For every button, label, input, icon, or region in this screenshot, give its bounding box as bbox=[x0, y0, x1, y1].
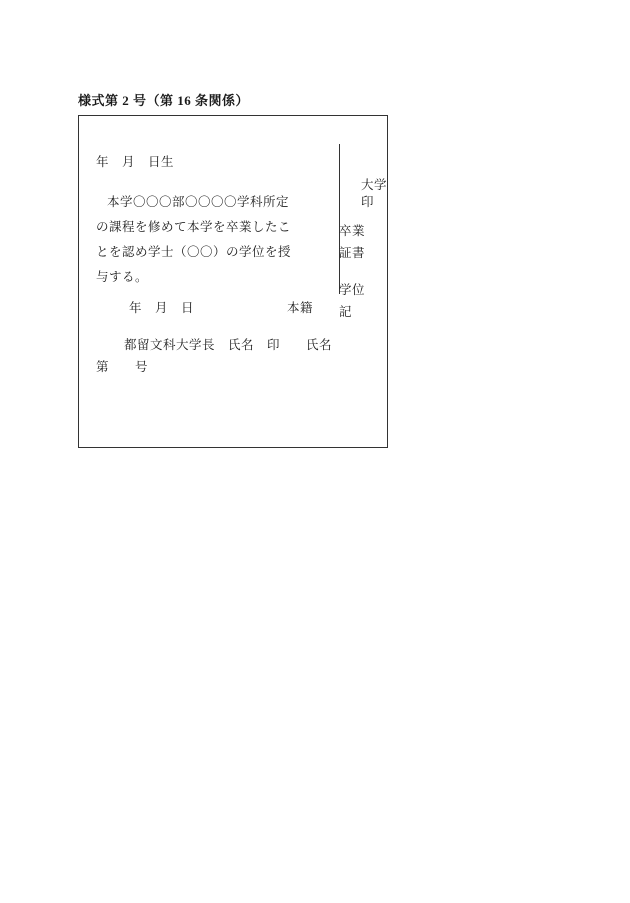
certificate-inner bbox=[96, 122, 388, 422]
side-label-ki: 記 bbox=[339, 305, 353, 319]
side-label-sotsugyo: 卒業 bbox=[339, 224, 366, 238]
body-line-2: の課程を修めて本学を卒業したこ bbox=[96, 220, 292, 234]
certificate-box bbox=[78, 115, 388, 448]
form-heading: 様式第 2 号（第 16 条関係） bbox=[78, 93, 250, 108]
president-signature-line: 都留文科大学長 氏名 印 氏名 bbox=[124, 338, 333, 352]
body-line-3: とを認め学士（〇〇）の学位を授 bbox=[96, 245, 292, 259]
body-line-1: 本学〇〇〇部〇〇〇〇学科所定 bbox=[107, 195, 290, 209]
honseki-label: 本籍 bbox=[287, 301, 314, 315]
side-label-shosho: 証書 bbox=[339, 246, 366, 260]
issue-date-line: 年 月 日 bbox=[129, 301, 195, 315]
birth-date-line: 年 月 日生 bbox=[96, 155, 175, 169]
side-label-in: 印 bbox=[361, 195, 375, 209]
vertical-divider bbox=[339, 144, 340, 294]
certificate-number-line: 第 号 bbox=[96, 360, 149, 374]
side-label-gakui: 学位 bbox=[339, 283, 366, 297]
side-label-daigaku: 大学 bbox=[361, 178, 388, 192]
body-line-4: 与する。 bbox=[96, 270, 149, 284]
